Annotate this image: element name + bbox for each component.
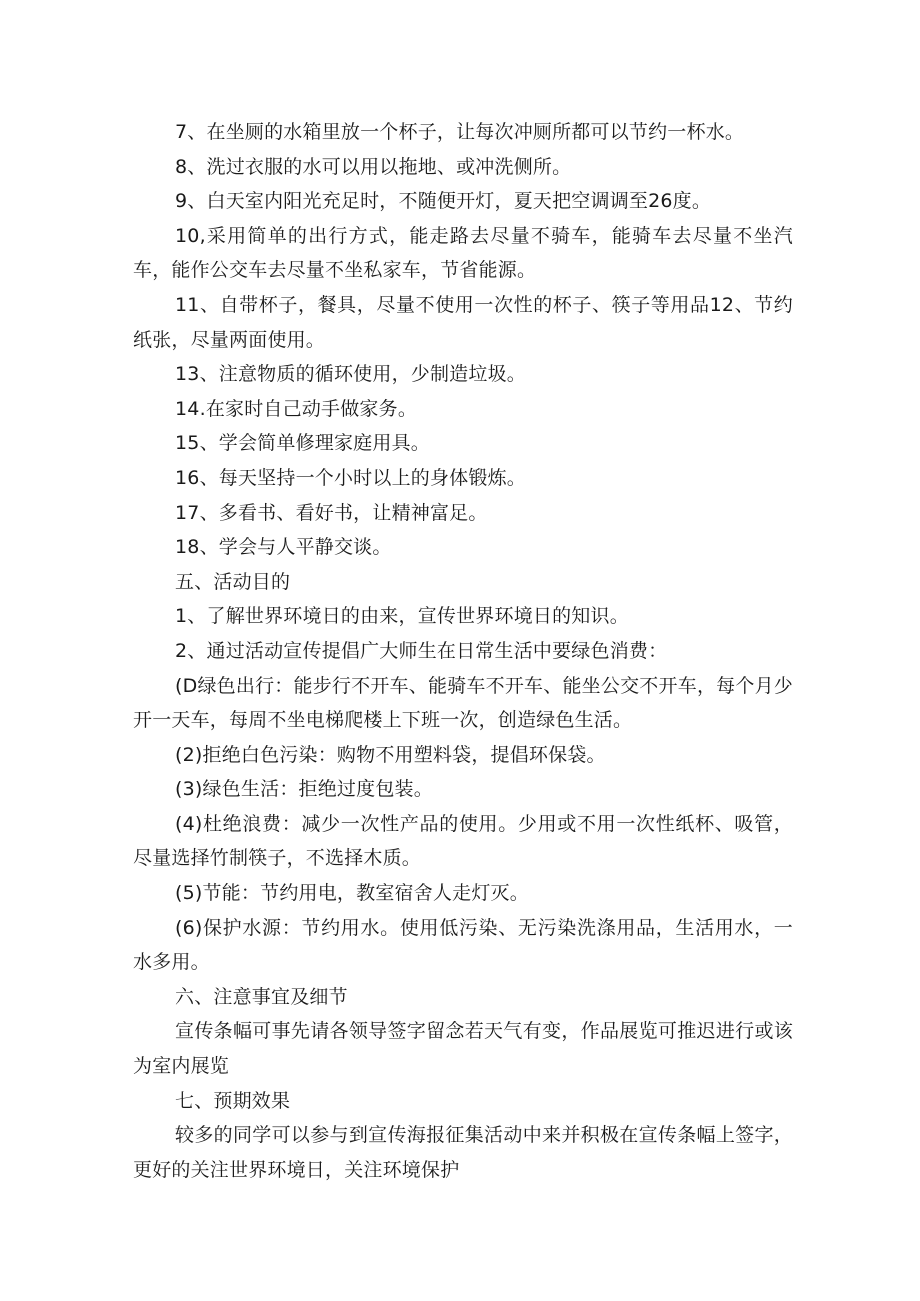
paragraph: (5)节能：节约用电，教室宿舍人走灯灭。 (175, 882, 529, 905)
paragraph: 较多的同学可以参与到宣传海报征集活动中来并积极在宣传条幅上签字，更好的关注世界环境日，关注环境保护 (133, 1124, 793, 1181)
paragraph: 14.在家时自己动手做家务。 (175, 397, 418, 420)
paragraph: 8、洗过衣服的水可以用以拖地、或冲洗侧所。 (175, 155, 572, 178)
document-body (133, 115, 793, 1187)
paragraph: (6)保护水源：节约用水。使用低污染、无污染洗涤用品，生活用水，一水多用。 (133, 916, 793, 974)
section-heading: 七、预期效果 (175, 1089, 291, 1112)
paragraph: 13、注意物质的循环使用，少制造垃圾。 (175, 363, 526, 386)
paragraph: (2)拒绝白色污染：购物不用塑料袋，提倡环保袋。 (175, 743, 606, 766)
paragraph: 2、通过活动宣传提倡广大师生在日常生活中要绿色消费： (175, 639, 668, 662)
section-heading: 六、注意事宜及细节 (175, 985, 348, 1008)
paragraph: (3)绿色生活：拒绝过度包装。 (175, 778, 433, 801)
section-heading: 五、活动目的 (175, 570, 291, 593)
paragraph: 15、学会简单修理家庭用具。 (175, 432, 430, 455)
paragraph: 宣传条幅可事先请各领导签字留念若天气有变，作品展览可推迟进行或该为室内展览 (133, 1020, 793, 1078)
paragraph: 7、在坐厕的水箱里放一个杯子，让每次冲厕所都可以节约一杯水。 (175, 121, 745, 143)
paragraph: 18、学会与人平静交谈。 (175, 536, 392, 559)
paragraph: 9、白天室内阳光充足时，不随便开灯，夏天把空调调至26度。 (175, 190, 712, 213)
paragraph: 17、多看书、看好书，让精神富足。 (175, 501, 488, 524)
paragraph: 10,采用简单的出行方式，能走路去尽量不骑车，能骑车去尽量不坐汽车，能作公交车去尽量不坐私家车，节省能源。 (133, 224, 793, 282)
paragraph: 16、每天坚持一个小时以上的身体锻炼。 (175, 466, 526, 489)
paragraph: (D绿色出行：能步行不开车、能骑车不开车、能坐公交不开车，每个月少开一天车，每周不坐电梯爬楼上下班一次，创造绿色生活。 (133, 674, 793, 732)
paragraph: (4)杜绝浪费：减少一次性产品的使用。少用或不用一次性纸杯、吸管，尽量选择竹制筷子，不选择木质。 (133, 812, 793, 870)
paragraph: 1、了解世界环境日的由来，宣传世界环境日的知识。 (175, 605, 629, 628)
paragraph: 11、自带杯子，餐具，尽量不使用一次性的杯子、筷子等用品12、节约纸张，尽量两面使用。 (133, 293, 793, 351)
